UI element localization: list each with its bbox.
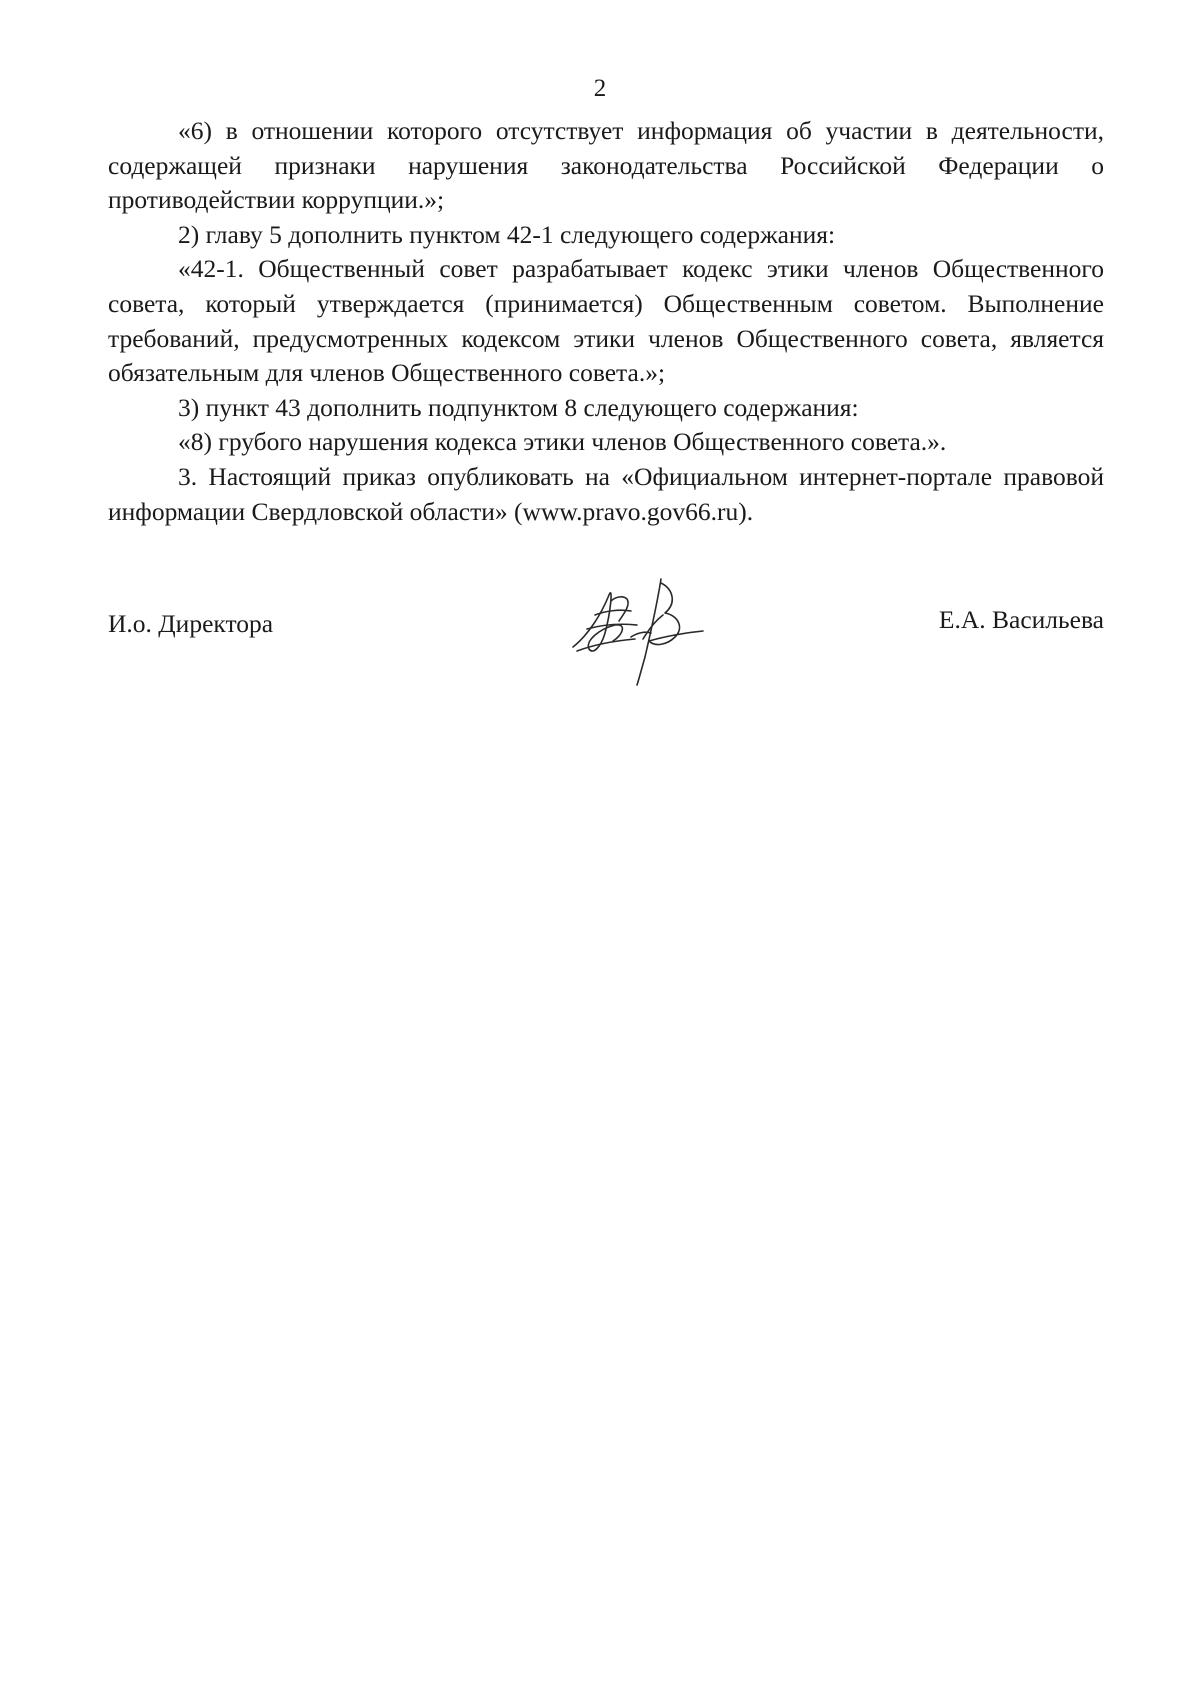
paragraph-point-42-1: «42-1. Общественный совет разрабатывает кодекс этики членов Общественного совета, который утверждается (принимается) Общественным советом. Выполнение требований, предусмотренных кодексом этики членов Общественного совета, является обязательным для членов Общественного совета.»; xyxy=(108,254,1104,388)
paragraph-publication: 3. Настоящий приказ опубликовать на «Официальном интернет-портале правовой информации Свердловской области» (www.pravo.gov66.ru). xyxy=(108,461,1104,526)
signatory-name: Е.А. Васильева xyxy=(938,605,1104,634)
paragraph-amend-chapter-5: 2) главу 5 дополнить пунктом 42-1 следующего содержания: xyxy=(178,219,836,249)
signature-block xyxy=(108,575,1104,695)
document-body xyxy=(108,114,1104,529)
paragraph-amend-point-43: 3) пункт 43 дополнить подпунктом 8 следующего содержания: xyxy=(178,392,859,422)
signatory-position: И.о. Директора xyxy=(108,609,274,638)
paragraph-subpoint-8: «8) грубого нарушения кодекса этики членов Общественного совета.». xyxy=(178,427,947,457)
handwritten-signature-icon xyxy=(553,575,753,687)
page-number: 2 xyxy=(593,75,607,102)
paragraph-item-6: «6) в отношении которого отсутствует информация об участии в деятельности, содержащей признаки нарушения законодательства Российской Федерации о противодействии коррупции.»; xyxy=(108,116,1104,215)
